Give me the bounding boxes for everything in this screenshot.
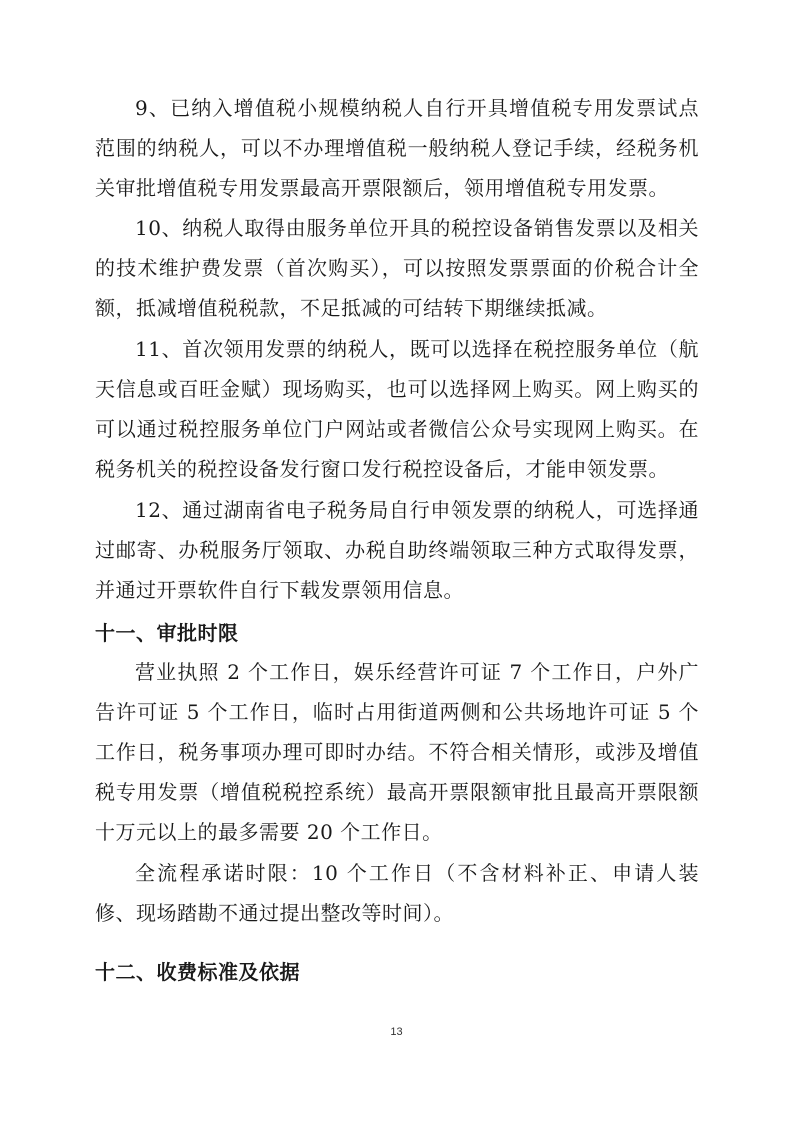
item-11: 11、首次领用发票的纳税人，既可以选择在税控服务单位（航天信息或百旺金赋）现场购买，也可以选择网上购买。网上购买的可以通过税控服务单位门户网站或者微信公众号实现网上购买。在税务机关的税控设备发行窗口发行税控设备后，才能申领发票。 [95, 337, 699, 481]
page-number: 13 [390, 1026, 403, 1038]
section-11-paragraph-1: 营业执照 2 个工作日，娱乐经营许可证 7 个工作日，户外广告许可证 5 个工作日，临时占用街道两侧和公共场地许可证 5 个工作日，税务事项办理可即时办结。不符合相关情形，或涉及增值税专用发票（增值税税控系统）最高开票限额审批且最高开票限额十万元以上的最多需要 20 个工作日。 [95, 660, 699, 844]
item-9: 9、已纳入增值税小规模纳税人自行开具增值税专用发票试点范围的纳税人，可以不办理增值税一般纳税人登记手续，经税务机关审批增值税专用发票最高开票限额后，领用增值税专用发票。 [95, 96, 699, 200]
section-12-heading: 十二、收费标准及依据 [95, 960, 300, 984]
item-12: 12、通过湖南省电子税务局自行申领发票的纳税人，可选择通过邮寄、办税服务厅领取、办税自助终端领取三种方式取得发票，并通过开票软件自行下载发票领用信息。 [95, 498, 699, 602]
item-10: 10、纳税人取得由服务单位开具的税控设备销售发票以及相关的技术维护费发票（首次购买），可以按照发票票面的价税合计全额，抵减增值税税款，不足抵减的可结转下期继续抵减。 [95, 216, 699, 320]
section-11-paragraph-2: 全流程承诺时限：10 个工作日（不含材料补正、申请人装修、现场踏勘不通过提出整改等时间）。 [95, 861, 699, 925]
section-11-heading: 十一、审批时限 [95, 621, 239, 645]
